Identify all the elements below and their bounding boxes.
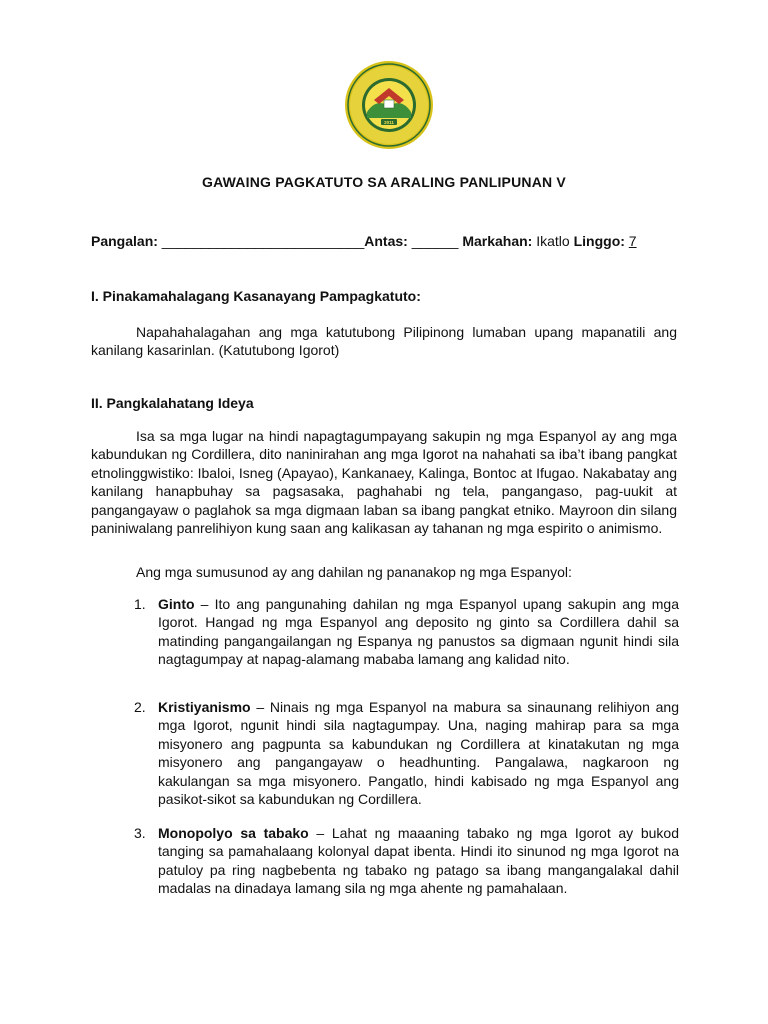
- list-term: Ginto: [158, 596, 195, 612]
- grade-blank: ______: [407, 233, 463, 249]
- quarter-value: Ikatlo: [532, 233, 574, 249]
- name-label: Pangalan:: [91, 233, 158, 249]
- division-seal-logo: [344, 60, 434, 150]
- week-label: Linggo:: [573, 233, 625, 249]
- week-value: 7: [628, 233, 637, 249]
- document-title: GAWAING PAGKATUTO SA ARALING PANLIPUNAN V: [202, 174, 566, 190]
- grade-label: Antas:: [364, 233, 408, 249]
- list-term: Monopolyo sa tabako: [158, 825, 309, 841]
- list-number: 3.: [134, 825, 146, 841]
- section2-paragraph: Isa sa mga lugar na hindi napagtagumpayang sakupin ng mga Espanyol ay ang mga kabundukan ng Cordillera, dito naninirahan ang mga Igorot na nahahati sa iba’t ibang pangkat etnolinggwistiko: Ibaloi, Isneg (Apayao), Kankanaey, Kalinga, Bontoc at Ifugao. Nakabatay ang kanilang hanapbuhay sa pagsasaka, paghahabi ng tela, pangangaso, pag-uukit at pangangayaw o paglahok sa mga digmaan laban sa ibang pangkat etniko. Mayroon din silang paniniwalang panrelihiyon kung saan ang kalikasan ay tahanan ng mga espirito o animismo.: [91, 428, 677, 537]
- name-blank: __________________________: [157, 233, 365, 249]
- list-term: Kristiyanismo: [158, 699, 251, 715]
- student-info-line: [91, 233, 637, 249]
- list-item-kristiyanismo: [134, 698, 679, 808]
- list-text: – Lahat ng maaaning tabako ng mga Igorot ay bukod tanging sa pamahalaang kolonyal dapat ibenta. Hindi ito sinunod ng mga Igorot na patuloy pa ring nagbebenta ng tabako ng patago sa ibang mangangalakal dahil madalas na dinadaya lamang sila ng mga ahente ng pamahalaan.: [158, 825, 679, 897]
- section1-text: Napahahalagahan ang mga katutubong Pilipinong lumaban upang mapanatili ang kanilang kasarinlan. (Katutubong Igorot): [91, 324, 677, 359]
- list-number: 2.: [134, 699, 146, 715]
- list-item-ginto: [134, 595, 679, 669]
- list-text: – Ito ang pangunahing dahilan ng mga Espanyol upang sakupin ang mga Igorot. Hangad ng mga Espanyol ang deposito ng ginto sa Cordillera dahil sa matinding pangangailangan ng Espanya ng panustos sa digmaan ngunit hindi sila nagtagumpay at napag-alamang mababa lamang ang kalidad nito.: [158, 596, 679, 668]
- section2-heading: II. Pangkalahatang Ideya: [91, 395, 254, 411]
- list-number: 1.: [134, 596, 146, 612]
- section2-list-intro: Ang mga sumusunod ay ang dahilan ng pananakop ng mga Espanyol:: [136, 564, 572, 580]
- list-item-monopolyo-sa-tabako: [134, 824, 679, 898]
- quarter-label: Markahan:: [462, 233, 533, 249]
- section1-heading: I. Pinakamahalagang Kasanayang Pampagkatuto:: [91, 288, 421, 304]
- list-text: – Ninais ng mga Espanyol na mabura sa sinaunang relihiyon ang mga Igorot, ngunit hindi sila nagtagumpay. Una, naging mahirap para sa mga misyonero ang pagpunta sa kabundukan ng Cordillera at kinatakutan ng mga misyonero ang pangangayaw o headhunting. Pangalawa, nagkaroon ng kakulangan sa mga misyonero. Pangatlo, hindi kabisado ng mga Espanyol ang pasikot-sikot sa kabundukan ng Cordillera.: [158, 699, 679, 808]
- seal-year-text: 2011: [384, 120, 394, 125]
